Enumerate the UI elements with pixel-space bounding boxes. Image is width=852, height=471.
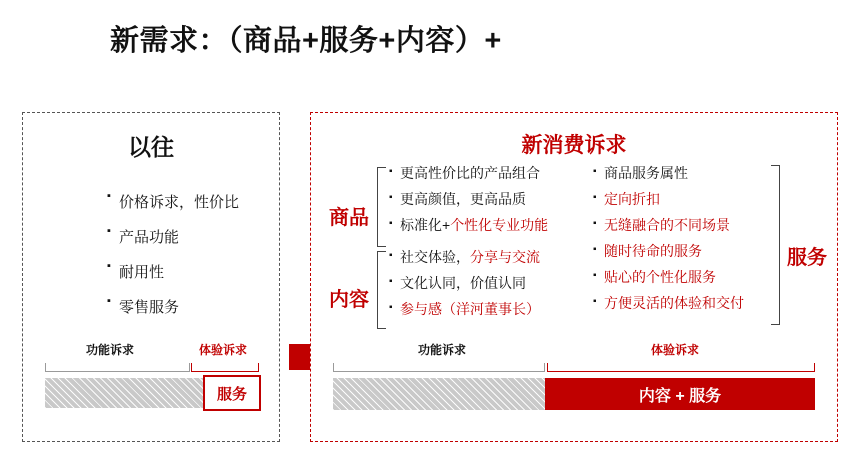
old-demand-list <box>67 191 307 331</box>
service-bracket <box>771 165 780 325</box>
old-demand-panel <box>22 112 280 442</box>
new-function-bracket <box>333 363 545 372</box>
new-function-demand-label: 功能诉求 <box>418 343 467 357</box>
new-hatched-bar <box>333 378 545 410</box>
list-item-highlight: 方便灵活的体验和交付 <box>604 295 744 311</box>
new-demand-panel <box>310 112 838 442</box>
list-item <box>593 243 744 259</box>
new-experience-bracket <box>547 363 815 372</box>
list-item-text: 社交体验， <box>400 249 470 265</box>
old-experience-bracket <box>191 363 259 372</box>
list-item-highlight: 无缝融合的不同场景 <box>604 217 730 233</box>
list-item-highlight: 参与感（洋河董事长） <box>400 301 540 317</box>
content-service-bar: 内容 + 服务 <box>545 378 815 410</box>
list-item <box>593 295 744 311</box>
content-feature-list <box>389 249 540 327</box>
list-item-highlight: 贴心的个性化服务 <box>604 269 716 285</box>
group-label-service: 服务 <box>787 247 827 269</box>
group-label-content: 内容 <box>329 289 369 311</box>
new-panel-heading: 新消费诉求 <box>521 134 627 157</box>
list-item: ▪ 价格诉求，性价比 <box>107 191 307 212</box>
list-item <box>593 217 744 233</box>
list-item <box>389 301 540 317</box>
service-feature-list <box>593 165 744 321</box>
content-bracket <box>377 251 386 329</box>
goods-feature-list <box>389 165 548 243</box>
list-item: ▪ 耐用性 <box>107 261 307 282</box>
old-experience-demand-label: 体验诉求 <box>199 343 248 357</box>
list-item: ▪ 零售服务 <box>107 296 307 317</box>
old-panel-heading: 以往 <box>128 134 174 160</box>
list-item: ▪ 产品功能 <box>107 226 307 247</box>
group-label-goods: 商品 <box>329 207 369 229</box>
list-item <box>389 275 540 291</box>
page-title: 新需求：（商品+服务+内容）+ <box>110 25 502 57</box>
list-item-text: 更高性价比的产品组合 <box>400 165 540 181</box>
list-item <box>389 191 548 207</box>
list-item-text: 商品服务属性 <box>604 165 688 181</box>
list-item <box>593 269 744 285</box>
list-item <box>593 191 744 207</box>
list-item <box>389 165 548 181</box>
old-service-box: 服务 <box>203 375 261 411</box>
list-item-text: 标准化+ <box>400 217 451 233</box>
list-item-text: 文化认同，价值认同 <box>400 275 526 291</box>
new-experience-demand-label: 体验诉求 <box>651 343 700 357</box>
list-item <box>593 165 744 181</box>
list-item-highlight: 分享与交流 <box>470 249 540 265</box>
old-function-bracket <box>45 363 190 372</box>
list-item-highlight: 个性化专业功能 <box>450 217 549 233</box>
list-item-highlight: 随时待命的服务 <box>604 243 702 259</box>
list-item-highlight: 定向折扣 <box>604 191 660 207</box>
list-item-text: 更高颜值，更高品质 <box>400 191 526 207</box>
old-function-demand-label: 功能诉求 <box>86 343 135 357</box>
list-item <box>389 217 548 233</box>
list-item <box>389 249 540 265</box>
goods-bracket <box>377 167 386 247</box>
